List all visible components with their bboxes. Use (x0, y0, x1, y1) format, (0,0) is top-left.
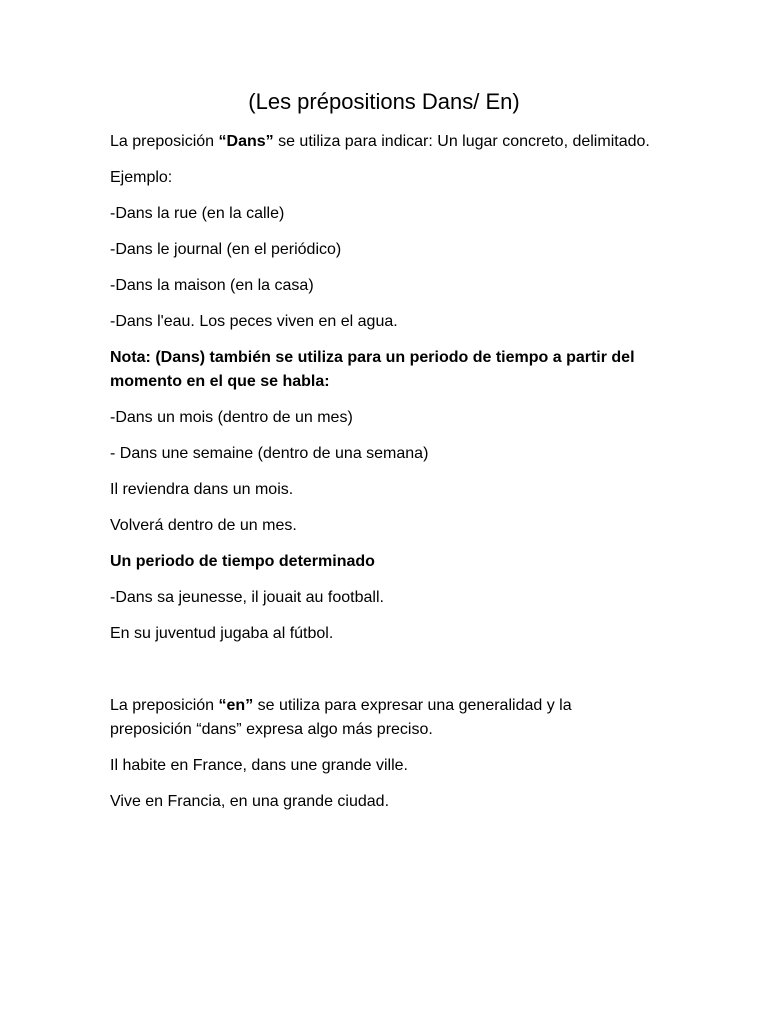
example-line: -Dans la rue (en la calle) (110, 205, 285, 222)
document-page (110, 88, 650, 826)
example-line: Volverá dentro de un mes. (110, 517, 297, 534)
example-line: Vive en Francia, en una grande ciudad. (110, 793, 390, 810)
page-title: (Les prépositions Dans/ En) (248, 89, 520, 114)
example-line: -Dans l'eau. Los peces viven en el agua. (110, 313, 398, 330)
example-line: -Dans sa jeunesse, il jouait au football. (110, 589, 384, 606)
example-line: -Dans la maison (en la casa) (110, 277, 314, 294)
text: La preposición (110, 697, 219, 714)
example-line: En su juventud jugaba al fútbol. (110, 625, 334, 642)
example-line: Il habite en France, dans une grande ville. (110, 757, 408, 774)
example-line: -Dans un mois (dentro de un mes) (110, 409, 353, 426)
spacer (110, 658, 650, 694)
nota-paragraph: Nota: (Dans) también se utiliza para un periodo de tiempo a partir del momento en el que se habla: (110, 349, 635, 390)
ejemplo-label: Ejemplo: (110, 169, 173, 186)
text: La preposición (110, 133, 219, 150)
text: se utiliza para expresar una generalidad y la preposición “dans” expresa algo más preciso. (110, 697, 572, 738)
paragraph-dans-intro (110, 130, 650, 154)
paragraph-en-intro (110, 694, 650, 742)
bold-term: “Dans” (218, 133, 274, 150)
text: se utiliza para indicar: Un lugar concreto, delimitado. (273, 133, 650, 150)
example-line: - Dans une semaine (dentro de una semana) (110, 445, 429, 462)
example-line: Il reviendra dans un mois. (110, 481, 294, 498)
bold-term: “en” (218, 697, 254, 714)
section-heading: Un periodo de tiempo determinado (110, 553, 375, 570)
example-line: -Dans le journal (en el periódico) (110, 241, 342, 258)
